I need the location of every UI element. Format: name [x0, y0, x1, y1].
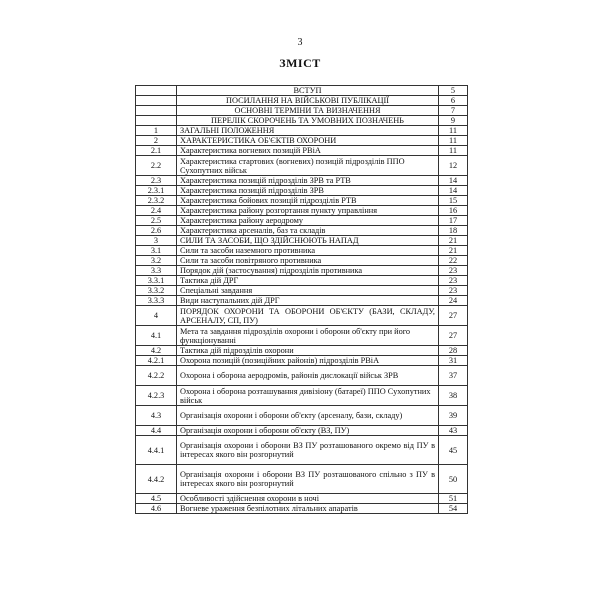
toc-row: [136, 156, 468, 176]
toc-page-number: 9: [439, 116, 468, 126]
toc-section-number: 2.4: [136, 206, 177, 216]
toc-section-title: Охорона позицій (позиційних районів) підрозділів РВіА: [177, 356, 439, 366]
toc-section-title: Види наступальних дій ДРГ: [177, 296, 439, 306]
toc-row: [136, 296, 468, 306]
toc-row: [136, 406, 468, 426]
toc-section-title: СИЛИ ТА ЗАСОБИ, ЩО ЗДІЙСНЮЮТЬ НАПАД: [177, 236, 439, 246]
toc-page-number: 14: [439, 186, 468, 196]
toc-page-number: 23: [439, 276, 468, 286]
toc-section-title: Організація охорони і оборони об'єкту (ВЗ, ПУ): [177, 426, 439, 436]
toc-section-title: Мета та завдання підрозділів охорони і оборони об'єкту при його функціонуванні: [177, 326, 439, 346]
toc-section-title: Охорона і оборона аеродромів, районів дислокації військ ЗРВ: [177, 366, 439, 386]
toc-section-number: 4.2: [136, 346, 177, 356]
toc-section-number: 4.2.3: [136, 386, 177, 406]
toc-section-number: 4.4.2: [136, 465, 177, 494]
toc-row: [136, 126, 468, 136]
toc-row: [136, 346, 468, 356]
toc-heading: ЗМІСТ: [279, 56, 321, 70]
toc-section-number: 3.1: [136, 246, 177, 256]
toc-section-title: ПОРЯДОК ОХОРОНИ ТА ОБОРОНИ ОБ'ЄКТУ (БАЗИ, СКЛАДУ, АРСЕНАЛУ, СП, ПУ): [177, 306, 439, 326]
toc-page-number: 6: [439, 96, 468, 106]
toc-page-number: 23: [439, 286, 468, 296]
toc-section-number: 4.4.1: [136, 436, 177, 465]
toc-section-title: Характеристика позицій підрозділів ЗРВ: [177, 186, 439, 196]
toc-section-number: 4.2.1: [136, 356, 177, 366]
toc-row: [136, 356, 468, 366]
toc-page-number: 54: [439, 504, 468, 514]
toc-section-title: Характеристика позицій підрозділів ЗРВ та РТВ: [177, 176, 439, 186]
toc-page-number: 51: [439, 494, 468, 504]
toc-section-number: [136, 96, 177, 106]
toc-page-number: 21: [439, 246, 468, 256]
toc-section-title: Спеціальні завдання: [177, 286, 439, 296]
toc-section-title: ПОСИЛАННЯ НА ВІЙСЬКОВІ ПУБЛІКАЦІЇ: [177, 96, 439, 106]
toc-page-number: 27: [439, 306, 468, 326]
toc-row: [136, 116, 468, 126]
toc-section-number: 2.3: [136, 176, 177, 186]
toc-section-number: [136, 116, 177, 126]
toc-row: [136, 186, 468, 196]
toc-section-title: ХАРАКТЕРИСТИКА ОБ'ЄКТІВ ОХОРОНИ: [177, 136, 439, 146]
toc-section-number: [136, 86, 177, 96]
toc-page-number: 45: [439, 436, 468, 465]
toc-section-title: Сили та засоби повітряного противника: [177, 256, 439, 266]
toc-page-number: 11: [439, 146, 468, 156]
toc-table: [135, 85, 468, 514]
toc-row: [136, 96, 468, 106]
toc-row: [136, 306, 468, 326]
toc-section-title: Організація охорони і оборони ВЗ ПУ розташованого окремо від ПУ в інтересах якого він розгорнутий: [177, 436, 439, 465]
toc-page-number: 22: [439, 256, 468, 266]
toc-page-number: 37: [439, 366, 468, 386]
toc-page-number: 24: [439, 296, 468, 306]
toc-page-number: 12: [439, 156, 468, 176]
toc-row: [136, 236, 468, 246]
toc-page-number: 11: [439, 126, 468, 136]
toc-row: [136, 386, 468, 406]
toc-section-number: 3.3.3: [136, 296, 177, 306]
toc-row: [136, 246, 468, 256]
toc-row: [136, 504, 468, 514]
toc-page-number: 17: [439, 216, 468, 226]
toc-section-number: 2.5: [136, 216, 177, 226]
toc-section-number: [136, 106, 177, 116]
toc-section-number: 2.1: [136, 146, 177, 156]
toc-section-title: ОСНОВНІ ТЕРМІНИ ТА ВИЗНАЧЕННЯ: [177, 106, 439, 116]
toc-row: [136, 106, 468, 116]
toc-page-number: 28: [439, 346, 468, 356]
toc-page-number: 15: [439, 196, 468, 206]
toc-page-number: 31: [439, 356, 468, 366]
toc-section-title: Тактика дій ДРГ: [177, 276, 439, 286]
toc-section-number: 4.2.2: [136, 366, 177, 386]
toc-row: [136, 266, 468, 276]
toc-section-title: Характеристика стартових (вогневих) позицій підрозділів ППО Сухопутних військ: [177, 156, 439, 176]
toc-section-title: Характеристика вогневих позицій РВіА: [177, 146, 439, 156]
toc-section-number: 3.3.2: [136, 286, 177, 296]
toc-page-number: 38: [439, 386, 468, 406]
toc-section-number: 4.4: [136, 426, 177, 436]
toc-section-number: 2.6: [136, 226, 177, 236]
toc-section-number: 4.5: [136, 494, 177, 504]
toc-body: [136, 86, 468, 514]
toc-row: [136, 176, 468, 186]
toc-section-number: 4: [136, 306, 177, 326]
toc-section-number: 3.3.1: [136, 276, 177, 286]
toc-section-number: 3: [136, 236, 177, 246]
page-number: 3: [297, 37, 303, 48]
toc-section-title: Охорона і оборона розташування дивізіону (батареї) ППО Сухопутних військ: [177, 386, 439, 406]
toc-section-title: Характеристика району розгортання пункту управління: [177, 206, 439, 216]
toc-row: [136, 86, 468, 96]
toc-section-title: Тактика дій підрозділів охорони: [177, 346, 439, 356]
toc-section-title: Особливості здійснення охорони в ночі: [177, 494, 439, 504]
toc-section-title: Характеристика району аеродрому: [177, 216, 439, 226]
toc-row: [136, 146, 468, 156]
toc-page-number: 21: [439, 236, 468, 246]
toc-row: [136, 366, 468, 386]
toc-row: [136, 436, 468, 465]
toc-page-number: 18: [439, 226, 468, 236]
toc-section-number: 2.3.2: [136, 196, 177, 206]
toc-section-number: 4.3: [136, 406, 177, 426]
toc-row: [136, 256, 468, 266]
toc-section-title: Сили та засоби наземного противника: [177, 246, 439, 256]
toc-section-number: 4.1: [136, 326, 177, 346]
toc-row: [136, 286, 468, 296]
toc-row: [136, 326, 468, 346]
toc-page-number: 39: [439, 406, 468, 426]
toc-page-number: 5: [439, 86, 468, 96]
toc-section-title: Порядок дій (застосування) підрозділів противника: [177, 266, 439, 276]
toc-row: [136, 216, 468, 226]
toc-section-title: Характеристика арсеналів, баз та складів: [177, 226, 439, 236]
toc-page-number: 11: [439, 136, 468, 146]
toc-page-number: 14: [439, 176, 468, 186]
toc-row: [136, 196, 468, 206]
toc-page-number: 27: [439, 326, 468, 346]
toc-page-number: 16: [439, 206, 468, 216]
toc-row: [136, 226, 468, 236]
toc-page-number: 50: [439, 465, 468, 494]
toc-page-number: 7: [439, 106, 468, 116]
toc-page-number: 43: [439, 426, 468, 436]
toc-section-title: Організація охорони і оборони об'єкту (арсеналу, бази, складу): [177, 406, 439, 426]
toc-section-number: 2.3.1: [136, 186, 177, 196]
toc-section-title: Характеристика бойових позицій підрозділів РТВ: [177, 196, 439, 206]
toc-row: [136, 426, 468, 436]
toc-page-number: 23: [439, 266, 468, 276]
toc-row: [136, 136, 468, 146]
toc-row: [136, 465, 468, 494]
toc-section-title: ВСТУП: [177, 86, 439, 96]
toc-section-number: 1: [136, 126, 177, 136]
toc-section-number: 2.2: [136, 156, 177, 176]
toc-section-title: ЗАГАЛЬНІ ПОЛОЖЕННЯ: [177, 126, 439, 136]
toc-section-title: Організація охорони і оборони ВЗ ПУ розташованого спільно з ПУ в інтересах якого він розгорнутий: [177, 465, 439, 494]
toc-section-number: 2: [136, 136, 177, 146]
toc-section-title: Вогневе ураження безпілотних літальних апаратів: [177, 504, 439, 514]
toc-section-number: 3.2: [136, 256, 177, 266]
toc-section-number: 3.3: [136, 266, 177, 276]
toc-row: [136, 206, 468, 216]
toc-section-title: ПЕРЕЛІК СКОРОЧЕНЬ ТА УМОВНИХ ПОЗНАЧЕНЬ: [177, 116, 439, 126]
toc-row: [136, 494, 468, 504]
toc-row: [136, 276, 468, 286]
toc-section-number: 4.6: [136, 504, 177, 514]
